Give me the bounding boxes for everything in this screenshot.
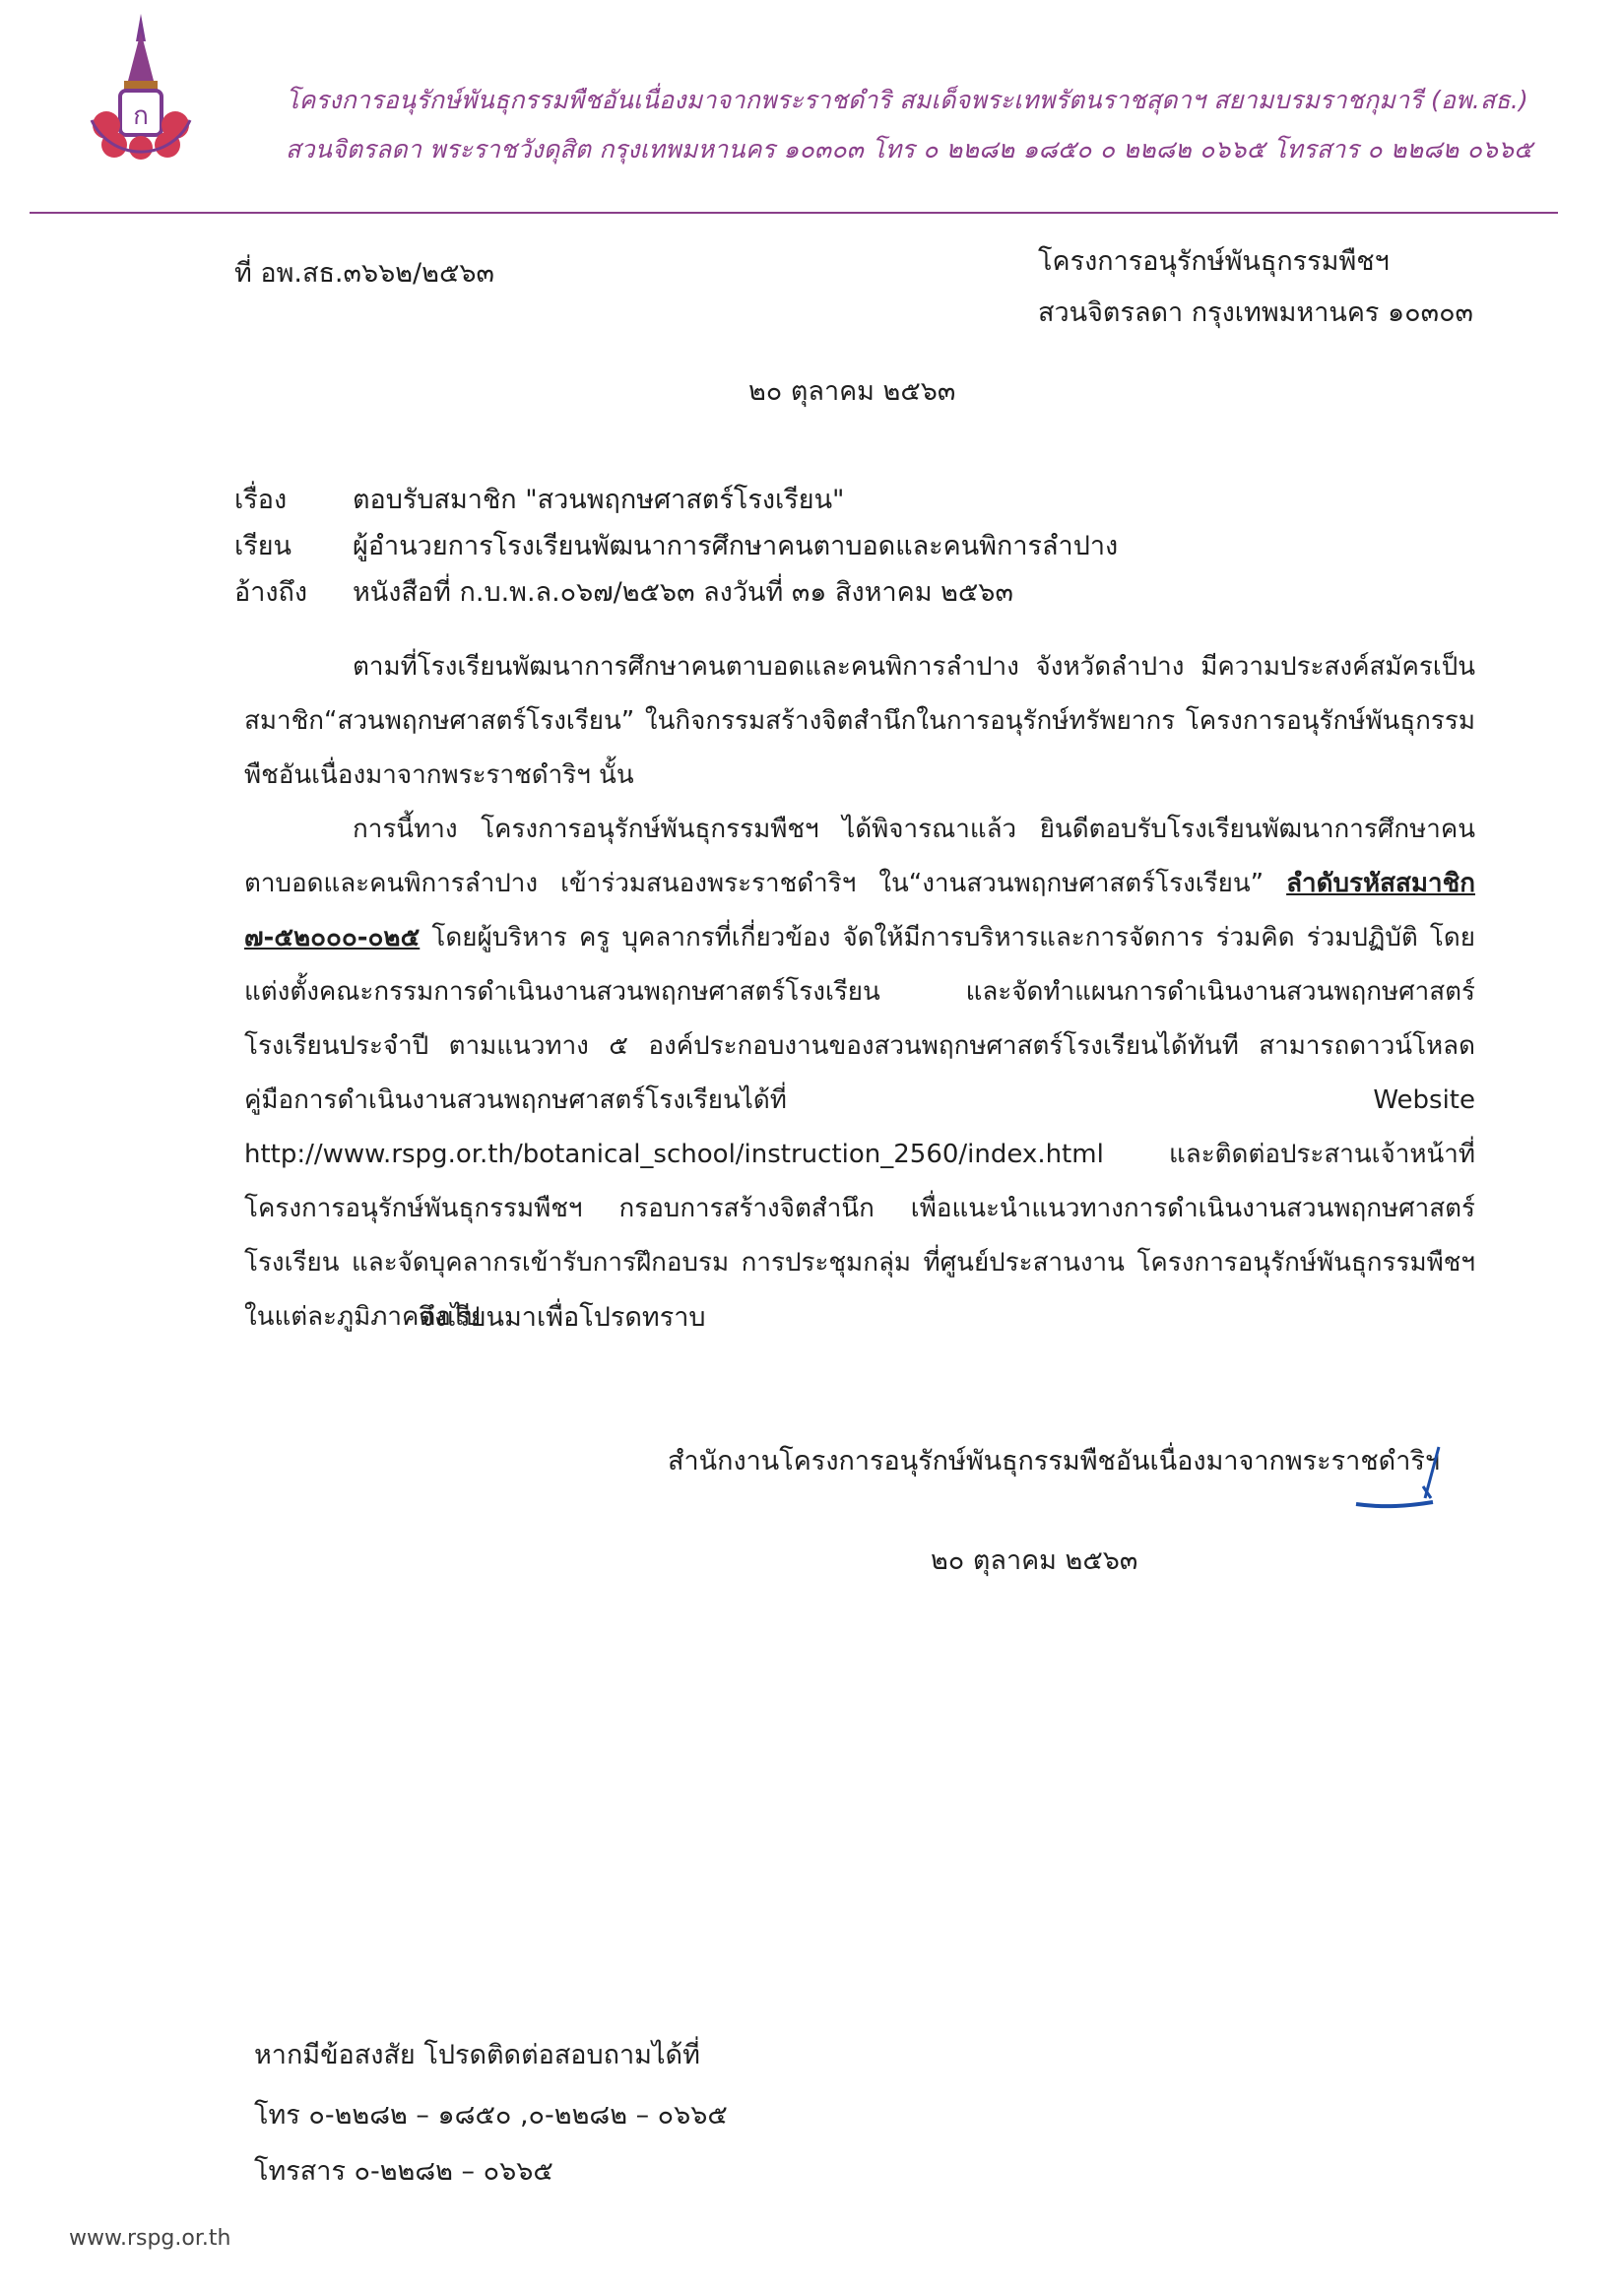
contact-phone: โทร ๐-๒๒๘๒ – ๑๘๕๐ ,๐-๒๒๘๒ – ๐๖๖๕ [254,2100,728,2131]
sender-address: สวนจิตรลดา กรุงเทพมหานคร ๑๐๓๐๓ [1038,297,1474,328]
footer-website-link[interactable]: www.rspg.or.th [69,2226,231,2251]
paragraph-2-details: โดยผู้บริหาร ครู บุคลากรที่เกี่ยวข้อง จัดให้มีการบริหารและการจัดการ ร่วมคิด ร่วมปฏิบัติ โดยแต่งตั้งคณะกรรมการดำเนินงานสวนพฤกษศาสตร์โรงเรียน และจัดทำแผนการดำเนินงานสวนพฤกษศาสตร์โรงเรียนประจำปี ตามแนวทาง ๕ องค์ประกอบงานของสวนพฤกษศาสตร์โรงเรียนได้ทันที สามารถดาวน์โหลดคู่มือการดำเนินงานสวนพฤกษศาสตร์โรงเรียนได้ที่ Website http://www.rspg.or.th/botanical_school/instruction_2560/index.html และติดต่อประสานเจ้าหน้าที่ โครงการอนุรักษ์พันธุกรรมพืชฯ กรอบการสร้างจิตสำนึก เพื่อแนะนำแนวทางการดำเนินงานสวนพฤกษศาสตร์โรงเรียน และจัดบุคลากรเข้ารับการฝึกอบรม การประชุมกลุ่ม ที่ศูนย์ประสานงาน โครงการอนุรักษ์พันธุกรรมพืชฯ ในแต่ละภูมิภาคต่อไป [244,923,1476,1332]
contact-fax: โทรสาร ๐-๒๒๘๒ – ๐๖๖๕ [254,2156,553,2187]
member-code: ลำดับรหัสสมาชิก ๗-๕๒๐๐๐-๐๒๕ [244,869,1475,952]
signature-date: ๒๐ ตุลาคม ๒๕๖๓ [931,1545,1138,1576]
letter-date: ๒๐ ตุลาคม ๒๕๖๓ [748,376,956,407]
paragraph-2-intro: การนี้ทาง โครงการอนุรักษ์พันธุกรรมพืชฯ ได้พิจารณาแล้ว ยินดีตอบรับโรงเรียนพัฒนาการศึกษาคนตาบอดและคนพิการลำปาง เข้าร่วมสนองพระราชดำริฯ ใน“งานสวนพฤกษศาสตร์โรงเรียน” [244,815,1475,898]
header-org-line: โครงการอนุรักษ์พันธุกรรมพืชอันเนื่องมาจากพระราชดำริ สมเด็จพระเทพรัตนราชสุดาฯ สยามบรมราชกุมารี (อพ.สธ.) [286,86,1528,114]
royal-crest-logo-icon [77,12,205,179]
reference-label: อ้างถึง [234,577,308,608]
sender-organization: โครงการอนุรักษ์พันธุกรรมพืชฯ [1038,246,1390,277]
svg-text:ก: ก [133,101,149,131]
to-label: เรียน [234,531,292,561]
to-recipient: ผู้อำนวยการโรงเรียนพัฒนาการศึกษาคนตาบอดและคนพิการลำปาง [353,531,1119,561]
signature-mark-icon [1354,1443,1443,1512]
body-paragraph-1: ตามที่โรงเรียนพัฒนาการศึกษาคนตาบอดและคนพิการลำปาง จังหวัดลำปาง มีความประสงค์สมัครเป็นสมาชิก“สวนพฤกษศาสตร์โรงเรียน” ในกิจกรรมสร้างจิตสำนึกในการอนุรักษ์ทรัพยากร โครงการอนุรักษ์พันธุกรรมพืชอันเนื่องมาจากพระราชดำริฯ นั้น [244,652,1475,790]
header-divider [30,212,1558,214]
reference-document: หนังสือที่ ก.บ.พ.ล.๐๖๗/๒๕๖๓ ลงวันที่ ๓๑ สิงหาคม ๒๕๖๓ [353,577,1013,608]
subject-label: เรื่อง [234,485,288,515]
reference-number: ที่ อพ.สธ.๓๖๖๒/๒๕๖๓ [234,258,494,289]
subject-text: ตอบรับสมาชิก "สวนพฤกษศาสตร์โรงเรียน" [353,485,845,515]
header-address-line: สวนจิตรลดา พระราชวังดุสิต กรุงเทพมหานคร ๑๐๓๐๓ โทร ๐ ๒๒๘๒ ๑๘๕๐ ๐ ๒๒๘๒ ๐๖๖๕ โทรสาร ๐ ๒๒๘๒ ๐๖๖๕ [286,135,1533,164]
signature-organization: สำนักงานโครงการอนุรักษ์พันธุกรรมพืชอันเนื่องมาจากพระราชดำริฯ [668,1446,1441,1476]
contact-intro: หากมีข้อสงสัย โปรดติดต่อสอบถามได้ที่ [254,2040,700,2070]
closing-phrase: จึงเรียนมาเพื่อโปรดทราบ [419,1302,706,1333]
body-paragraph-2 [244,803,1475,1345]
